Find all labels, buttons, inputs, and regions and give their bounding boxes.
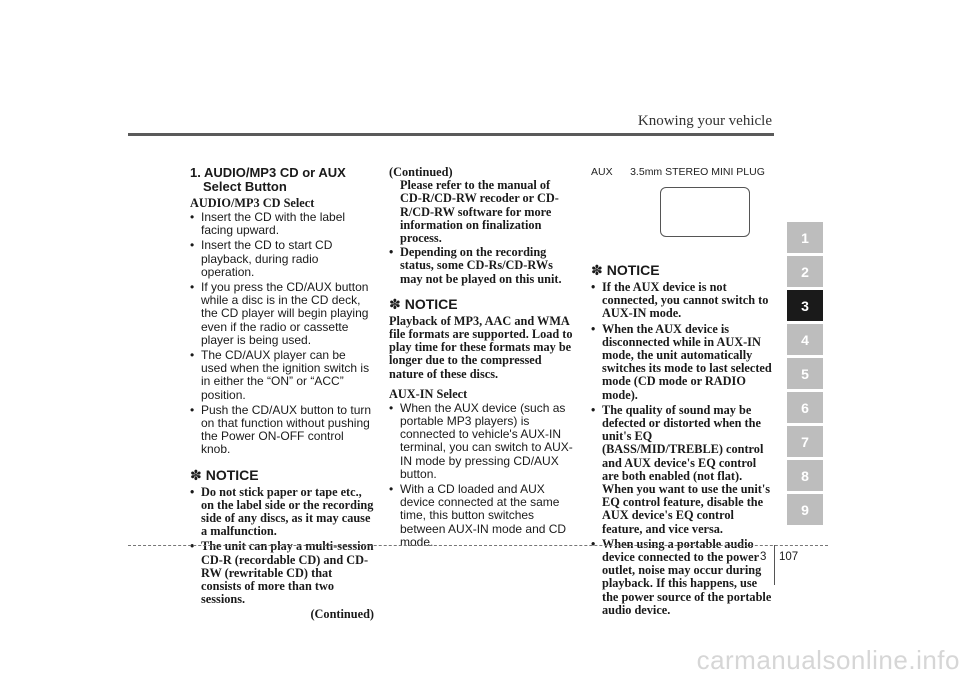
chapter-tab-6[interactable]: 6	[787, 392, 823, 423]
list-item: • Insert the CD with the label facing upward.	[190, 211, 374, 237]
header-rule	[128, 133, 774, 136]
notice-list	[591, 281, 775, 617]
bullet-list-cdr	[389, 246, 573, 286]
list-item: • Do not stick paper or tape etc., on the label side or the recording side of any discs, as it may cause a malfunction.	[190, 486, 374, 539]
continued-body: Please refer to the manual of CD-R/CD-RW recoder or CD-R/CD-RW software for more information on finalization process.	[400, 178, 559, 246]
chapter-tabs	[787, 222, 823, 528]
subheading-audio-mp3: AUDIO/MP3 CD Select	[190, 196, 315, 210]
section-heading-line2: Select Button	[203, 179, 287, 194]
list-item: • When the AUX device is disconnected while in AUX-IN mode, the unit automatically switches its mode to last selected mode (CD mode or RADIO mode).	[591, 323, 775, 402]
column-2	[389, 166, 573, 551]
subheading-aux-in: AUX-IN Select	[389, 386, 468, 401]
aux-plug-label: AUX 3.5mm STEREO MINI PLUG	[591, 166, 765, 178]
chapter-tab-5[interactable]: 5	[787, 358, 823, 389]
notice-title: NOTICE	[404, 295, 458, 312]
list-item: • If the AUX device is not connected, you cannot switch to AUX-IN mode.	[591, 281, 775, 321]
chapter-tab-8[interactable]: 8	[787, 460, 823, 491]
notice-title: NOTICE	[205, 466, 259, 483]
notice-heading	[389, 296, 573, 313]
list-item: • The unit can play a multi-session CD-R (recordable CD) and CD-RW (rewritable CD) that consists of more than two sessions.	[190, 540, 374, 606]
footer-divider	[774, 545, 775, 585]
continued-heading: (Continued)	[389, 165, 453, 179]
list-item: • When the AUX device (such as portable MP3 players) is connected to vehicle's AUX-IN terminal, you can switch to AUX-IN mode by pressing CD/AUX button.	[389, 402, 573, 481]
chapter-tab-9[interactable]: 9	[787, 494, 823, 525]
footer-chapter-number: 3	[760, 551, 767, 563]
notice-star-icon: ✽	[591, 263, 603, 279]
section-heading-line1: 1. AUDIO/MP3 CD or AUX	[190, 165, 346, 180]
aux-jack-illustration	[660, 187, 750, 237]
page-header-title: Knowing your vehicle	[637, 113, 772, 129]
notice-list	[190, 486, 374, 607]
notice-heading	[591, 262, 775, 279]
list-item: • With a CD loaded and AUX device connected at the same time, this button switches between AUX-IN mode and CD mode.	[389, 483, 573, 549]
chapter-tab-2[interactable]: 2	[787, 256, 823, 287]
notice-title: NOTICE	[606, 262, 660, 278]
notice-star-icon: ✽	[190, 467, 202, 484]
chapter-tab-3[interactable]: 3	[787, 290, 823, 321]
list-item: • The quality of sound may be defected or distorted when the unit's EQ (BASS/MID/TREBLE) control and AUX device's EQ control are both enabled (not flat). When you want to use the unit's EQ control feature, disable the AUX device's EQ control feature, and vice versa.	[591, 404, 775, 536]
notice-heading	[190, 467, 374, 484]
chapter-tab-7[interactable]: 7	[787, 426, 823, 457]
continued-label: (Continued)	[310, 607, 374, 622]
section-heading	[190, 166, 374, 194]
footer-rule	[128, 545, 828, 546]
chapter-tab-1[interactable]: 1	[787, 222, 823, 253]
list-item: • Push the CD/AUX button to turn on that function without pushing the Power ON-OFF control knob.	[190, 404, 374, 457]
bullet-list-aux	[389, 402, 573, 549]
notice-star-icon: ✽	[389, 296, 401, 313]
chapter-tab-4[interactable]: 4	[787, 324, 823, 355]
list-item: • Depending on the recording status, some CD-Rs/CD-RWs may not be played on this unit.	[389, 246, 573, 286]
footer-page-number: 107	[779, 551, 799, 563]
column-1	[190, 166, 374, 622]
list-item: • When using a portable audio device connected to the power outlet, noise may occur during playback. If this happens, use the power source of the portable audio device.	[591, 538, 775, 617]
notice-paragraph: Playback of MP3, AAC and WMA file formats are supported. Load to play time for these formats may be longer due to the compressed nature of these discs.	[389, 313, 573, 381]
column-3	[591, 262, 775, 619]
list-item: • The CD/AUX player can be used when the ignition switch is in either the “ON” or “ACC” position.	[190, 349, 374, 402]
list-item: • If you press the CD/AUX button while a disc is in the CD deck, the CD player will begin playing even if the radio or cassette player is being used.	[190, 281, 374, 347]
watermark-text: carmanualsonline.info	[696, 645, 960, 675]
bullet-list-cd	[190, 211, 374, 457]
list-item: • Insert the CD to start CD playback, during radio operation.	[190, 239, 374, 279]
